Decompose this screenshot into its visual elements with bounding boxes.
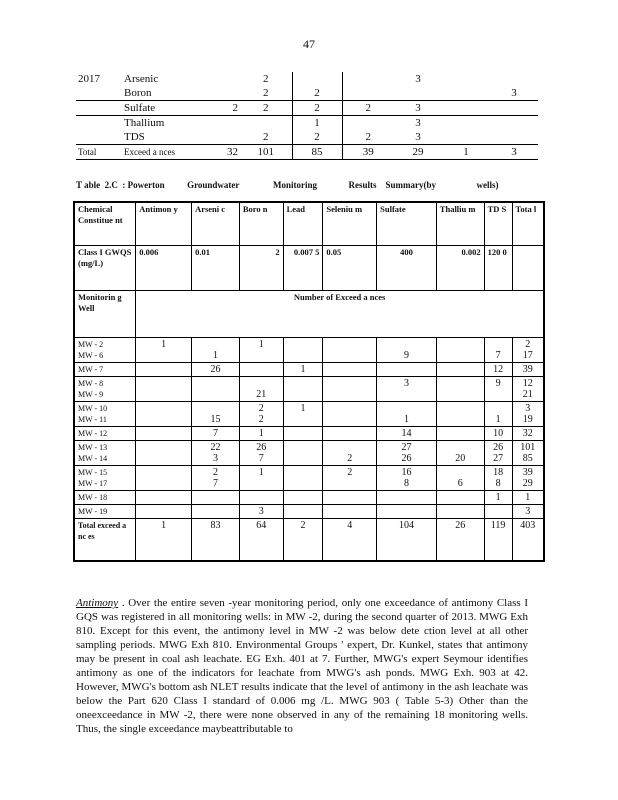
well-id: MW - 7: [74, 363, 136, 377]
value-cell: 12: [484, 363, 512, 377]
value-cell: 20: [436, 441, 484, 466]
table-row: [74, 441, 544, 466]
column-header: Sulfate: [377, 202, 437, 246]
value-cell: 3: [239, 505, 283, 519]
value-cell: 9: [377, 338, 437, 363]
table-row: TDS 2 2 2 3: [124, 131, 421, 143]
total-row: Total exceed a nc es 1 83 64 2 4 104 26 119 403: [74, 519, 544, 561]
value-cell: [136, 363, 192, 377]
value-cell: [436, 505, 484, 519]
value-cell: 3: [377, 377, 437, 402]
value-cell: 2 17: [512, 338, 544, 363]
value-cell: [136, 427, 192, 441]
year-label: 2017: [78, 73, 100, 85]
value-cell: 6: [436, 466, 484, 491]
table-row: [74, 402, 544, 427]
constituent-name: Boron: [122, 86, 192, 101]
value-cell: [136, 441, 192, 466]
value-cell: 26 27: [484, 441, 512, 466]
value-cell: [136, 466, 192, 491]
table-row: Sulfate 2 2 2 2 3: [76, 101, 538, 116]
value-cell: 39 29: [512, 466, 544, 491]
body-paragraph: [76, 596, 528, 736]
value-cell: 21: [239, 377, 283, 402]
value-cell: 1: [283, 363, 323, 377]
value-cell: [323, 338, 377, 363]
well-rows: [74, 338, 544, 519]
value-cell: 1: [192, 338, 240, 363]
well-id: MW - 19: [74, 505, 136, 519]
total-row: Total Exceed a nces 32 101 85 39 29 1 3: [76, 145, 538, 160]
value-cell: [136, 491, 192, 505]
value-cell: [192, 377, 240, 402]
constituent-name: Arsenic: [124, 73, 159, 85]
value-cell: [377, 491, 437, 505]
value-cell: [283, 441, 323, 466]
value-cell: [136, 402, 192, 427]
page-number: 47: [303, 37, 315, 51]
value-cell: 39: [512, 363, 544, 377]
value-cell: 1: [136, 338, 192, 363]
constituent-name: Sulfate: [122, 101, 192, 116]
paragraph-text: . Over the entire seven -year monitoring period, only one exceedance of antimony Class I GQS was registered in all monitoring wells: in MW -2, during the second quarter of 2013. MWG Exh 810. Except for this event, the antimony level in MW -2 was below dete ction level at all other sampling periods. MWG Exh 810. Environmental Groups ' expert, Dr. Kunkel, states that antimony may be present in coal ash leachate. EG Exh. 401 at 7. Further, MWG's expert Seymour identifies antimony as one of the indicators for leachate from MWG's ash ponds. MWG Exh. 903 at 42. However, MWG's bottom ash NLET results indicate that the level of antimony in the ash leachate was below the Part 620 Class I standard of 0.006 mg /L. MWG 903 ( Table 5-3) Other than the oneexceedance in MW -2, there were none observed in any of the remaining 18 monitoring wells. Thus, the single exceedance maybeattributable to: [76, 597, 528, 735]
value-cell: [436, 377, 484, 402]
table-row: [74, 377, 544, 402]
value-cell: [323, 377, 377, 402]
table-row: [74, 505, 544, 519]
value-cell: [436, 402, 484, 427]
value-cell: [283, 377, 323, 402]
value-cell: [136, 505, 192, 519]
paragraph-lead: Antimony: [76, 597, 119, 609]
value-cell: 101 85: [512, 441, 544, 466]
table-row: [74, 338, 544, 363]
value-cell: [323, 363, 377, 377]
value-cell: [283, 505, 323, 519]
value-cell: 1: [283, 402, 323, 427]
well-id: MW - 10 MW - 11: [74, 402, 136, 427]
value-cell: [323, 402, 377, 427]
value-cell: 18 8: [484, 466, 512, 491]
value-cell: 2 2: [239, 402, 283, 427]
value-cell: [283, 338, 323, 363]
value-cell: [436, 363, 484, 377]
value-cell: [136, 377, 192, 402]
column-header: Antimon y: [136, 202, 192, 246]
well-id: MW - 12: [74, 427, 136, 441]
well-id: MW - 15 MW - 17: [74, 466, 136, 491]
value-cell: [323, 491, 377, 505]
value-cell: 1: [239, 466, 283, 491]
column-header: Boro n: [239, 202, 283, 246]
value-cell: 7: [192, 427, 240, 441]
value-cell: [283, 427, 323, 441]
table-row: [74, 466, 544, 491]
value-cell: [192, 491, 240, 505]
value-cell: 1: [239, 338, 283, 363]
value-cell: 12 21: [512, 377, 544, 402]
column-header: Arseni c: [192, 202, 240, 246]
value-cell: 1: [239, 427, 283, 441]
annual-exceedance-table: [76, 72, 538, 160]
value-cell: 15: [192, 402, 240, 427]
value-cell: 10: [484, 427, 512, 441]
value-cell: 1: [377, 402, 437, 427]
exceedance-summary-table: [73, 201, 545, 562]
value-cell: 26 7: [239, 441, 283, 466]
well-id: MW - 2 MW - 6: [74, 338, 136, 363]
column-header: Seleniu m: [323, 202, 377, 246]
value-cell: [239, 363, 283, 377]
value-cell: [436, 338, 484, 363]
value-cell: [377, 363, 437, 377]
value-cell: [323, 505, 377, 519]
column-header: Tota l: [512, 202, 544, 246]
value-cell: 2 7: [192, 466, 240, 491]
table-row: Boron 2 2 3: [76, 86, 538, 101]
value-cell: 2: [323, 441, 377, 466]
constituent-name: TDS: [124, 131, 145, 143]
table-row: 2017 Arsenic 2 3: [78, 73, 421, 85]
table-row: [74, 491, 544, 505]
value-cell: 9: [484, 377, 512, 402]
value-cell: [323, 427, 377, 441]
well-id: MW - 13 MW - 14: [74, 441, 136, 466]
column-header: Chemical Constitue nt: [74, 202, 136, 246]
value-cell: [192, 505, 240, 519]
well-id: MW - 18: [74, 491, 136, 505]
value-cell: 3: [512, 505, 544, 519]
value-cell: 7: [484, 338, 512, 363]
value-cell: [283, 466, 323, 491]
value-cell: [436, 427, 484, 441]
value-cell: [436, 491, 484, 505]
value-cell: [484, 505, 512, 519]
table-caption: T able 2.C : Powerton Groundwater Monitoring Results Summary(by wells): [76, 180, 499, 190]
well-id: MW - 8 MW - 9: [74, 377, 136, 402]
value-cell: 14: [377, 427, 437, 441]
value-cell: 2: [323, 466, 377, 491]
column-header: Thalliu m: [436, 202, 484, 246]
value-cell: 1: [484, 402, 512, 427]
standard-row: Class I GWQS (mg/L) 0.006 0.01 2 0.007 5 0.05 400 0.002 120 0: [74, 246, 544, 291]
value-cell: 3 19: [512, 402, 544, 427]
value-cell: 1: [484, 491, 512, 505]
value-cell: 26: [192, 363, 240, 377]
column-header: TD S: [484, 202, 512, 246]
table-row: Thallium 1 3: [124, 117, 421, 129]
header-row: [74, 202, 544, 246]
value-cell: [239, 491, 283, 505]
table-row: [74, 427, 544, 441]
table-row: [74, 363, 544, 377]
value-cell: 27 26: [377, 441, 437, 466]
value-cell: 16 8: [377, 466, 437, 491]
section-heading-row: Monitorin g Well Number of Exceed a nces: [74, 291, 544, 338]
value-cell: [377, 505, 437, 519]
value-cell: 22 3: [192, 441, 240, 466]
constituent-name: Thallium: [124, 117, 165, 129]
column-header: Lead: [283, 202, 323, 246]
value-cell: [283, 491, 323, 505]
value-cell: 32: [512, 427, 544, 441]
value-cell: 1: [512, 491, 544, 505]
